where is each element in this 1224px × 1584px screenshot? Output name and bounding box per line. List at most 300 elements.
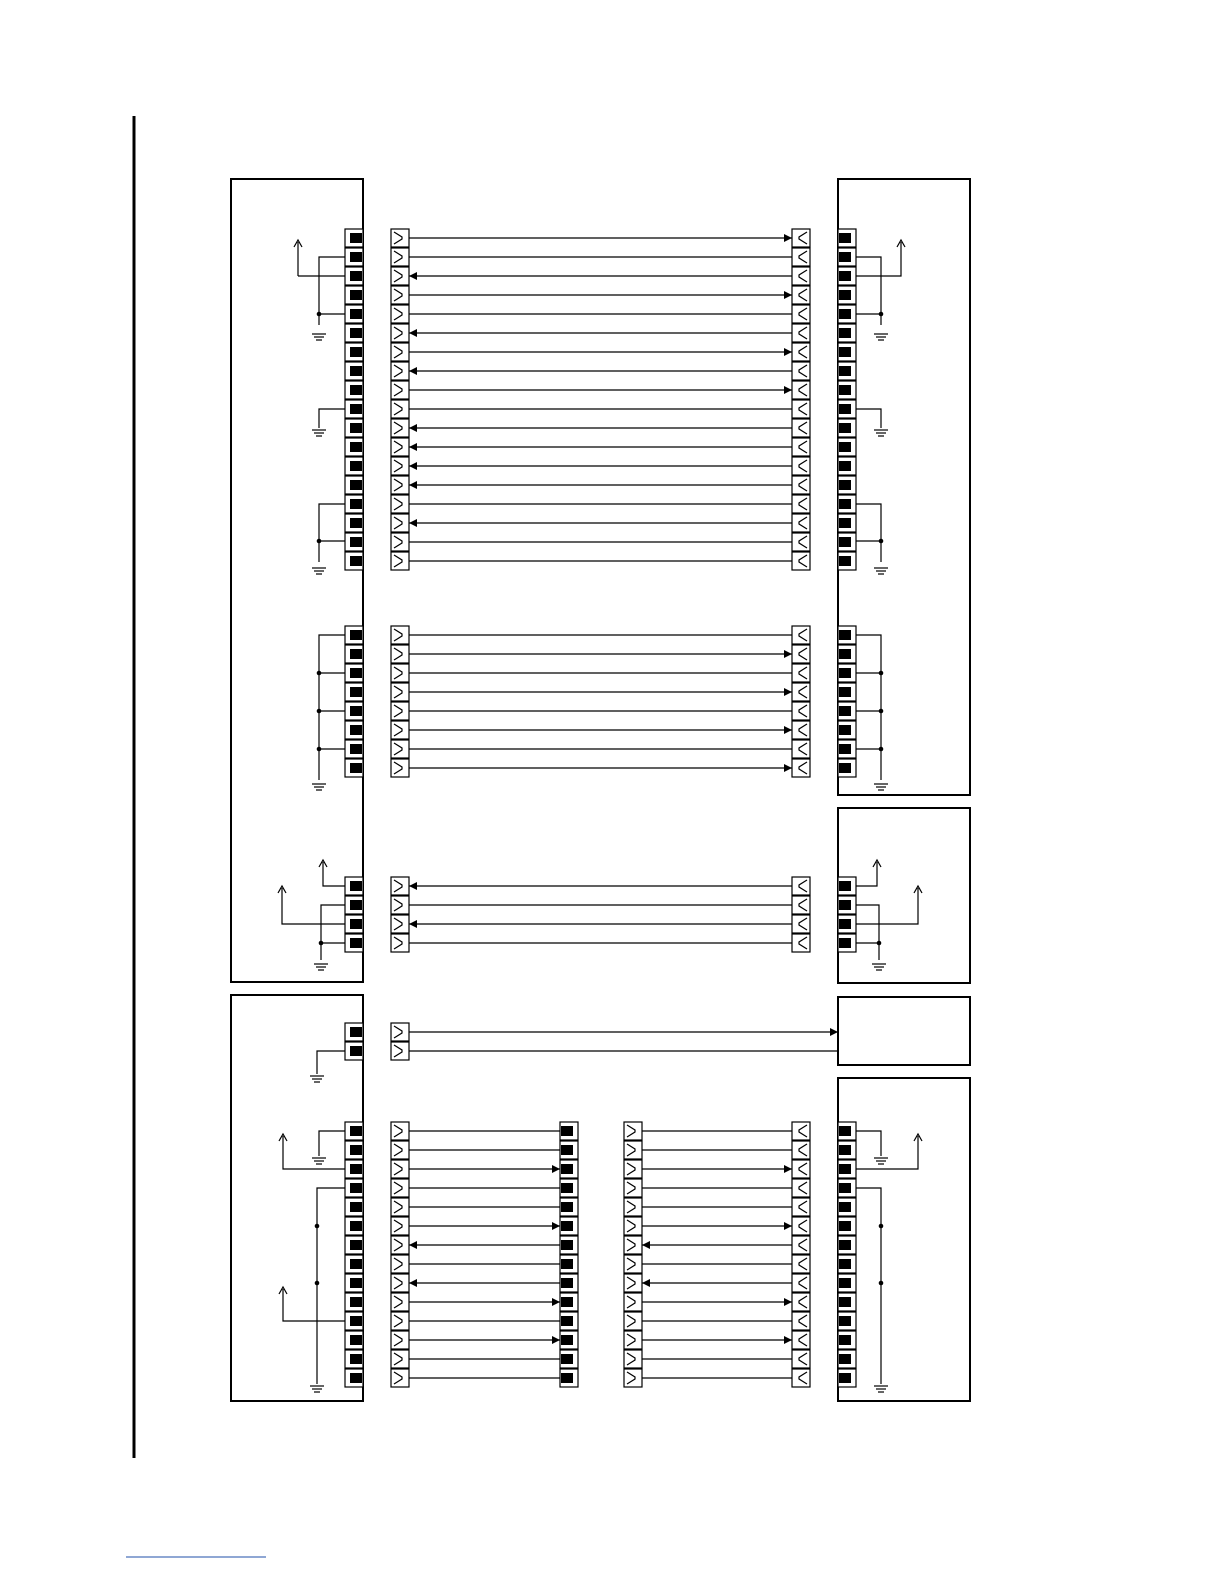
local-wire [317,1188,345,1384]
socket-cell [391,1312,409,1330]
arrow-right-icon [784,348,792,356]
socket-cell [792,1293,810,1311]
solid-pin-terminal [561,1240,573,1250]
socket-cell [391,552,409,570]
ground-icon [314,964,328,970]
solid-pin-terminal [839,1278,851,1288]
socket-cell [792,645,810,663]
solid-pin-terminal [839,271,851,281]
socket-cell [624,1350,642,1368]
socket-cell [792,1312,810,1330]
solid-pin-terminal [839,1221,851,1231]
arrow-left-icon [409,272,417,280]
solid-pin-terminal [839,1297,851,1307]
solid-pin-terminal [350,233,362,243]
solid-pin-terminal [350,271,362,281]
solid-pin-terminal [839,1335,851,1345]
socket-cell [391,683,409,701]
solid-pin-terminal [839,630,851,640]
solid-pin-terminal [839,706,851,716]
solid-pin-terminal [561,1373,573,1383]
socket-cell [391,1331,409,1349]
solid-pin-terminal [839,1145,851,1155]
solid-pin-terminal [350,1316,362,1326]
socket-cell [391,1369,409,1387]
arrow-left-icon [409,920,417,928]
group-2-left-pins [345,626,363,777]
socket-cell [792,1198,810,1216]
socket-cell [792,476,810,494]
socket-cell [391,759,409,777]
ground-icon [874,334,888,340]
solid-pin-terminal [350,687,362,697]
group-3-left-sockets [391,877,409,952]
solid-pin-terminal [839,518,851,528]
arrow-left-icon [409,481,417,489]
socket-cell [391,533,409,551]
arrow-left-icon [642,1241,650,1249]
junction-dot [315,1281,320,1286]
solid-pin-terminal [350,499,362,509]
solid-pin-terminal [839,725,851,735]
socket-cell [391,896,409,914]
socket-cell [391,934,409,952]
solid-pin-terminal [839,900,851,910]
group-2-right-pins [838,626,856,777]
socket-cell [391,419,409,437]
solid-pin-terminal [839,1373,851,1383]
local-wire [282,888,345,924]
socket-cell [792,305,810,323]
socket-cell [624,1179,642,1197]
socket-cell [391,1141,409,1159]
arrow-right-icon [784,1165,792,1173]
socket-cell [792,533,810,551]
arrow-right-icon [784,234,792,242]
arrow-left-icon [409,1279,417,1287]
socket-cell [391,248,409,266]
solid-pin-terminal [350,518,362,528]
solid-pin-terminal [839,404,851,414]
solid-pin-terminal [350,347,362,357]
socket-cell [792,759,810,777]
solid-pin-terminal [350,480,362,490]
solid-pin-terminal [350,1164,362,1174]
solid-pin-terminal [839,347,851,357]
ground-icon [874,568,888,574]
arrow-right-icon [784,764,792,772]
solid-pin-terminal [839,1316,851,1326]
arrow-left-icon [409,462,417,470]
local-wire [319,257,345,325]
solid-pin-terminal [350,763,362,773]
solid-pin-terminal [350,725,362,735]
socket-cell [792,419,810,437]
solid-pin-terminal [839,290,851,300]
solid-pin-terminal [839,1240,851,1250]
socket-cell [624,1255,642,1273]
socket-cell [391,324,409,342]
solid-pin-terminal [350,1240,362,1250]
ground-icon [874,1386,888,1392]
left-module-b [231,995,363,1401]
solid-pin-terminal [350,1297,362,1307]
socket-cell [792,1141,810,1159]
socket-cell [391,1179,409,1197]
solid-pin-terminal [839,1164,851,1174]
solid-pin-terminal [350,744,362,754]
arrow-left-icon [409,519,417,527]
socket-cell [391,457,409,475]
local-wire [856,1131,881,1156]
socket-cell [391,400,409,418]
solid-pin-terminal [350,1145,362,1155]
socket-cell [624,1141,642,1159]
solid-pin-terminal [350,556,362,566]
socket-cell [792,1160,810,1178]
solid-pin-terminal [839,537,851,547]
socket-cell [792,286,810,304]
socket-cell [391,286,409,304]
solid-pin-terminal [839,461,851,471]
group-5-mid-sockets [624,1122,642,1387]
solid-pin-terminal [839,1183,851,1193]
arrow-right-icon [784,688,792,696]
solid-pin-terminal [350,1027,362,1037]
solid-pin-terminal [561,1164,573,1174]
local-wire [319,409,345,428]
ground-icon [872,964,886,970]
ground-icon [312,334,326,340]
local-wire [856,1136,918,1169]
solid-pin-terminal [839,1202,851,1212]
socket-cell [391,362,409,380]
local-wire [856,242,901,276]
socket-cell [792,457,810,475]
socket-cell [391,229,409,247]
group-5-mid-pins [560,1122,578,1387]
arrow-right-icon [784,1298,792,1306]
socket-cell [391,267,409,285]
arrow-right-icon [784,291,792,299]
group-3-right-sockets [792,877,810,952]
ground-icon [312,784,326,790]
right-module-b [838,808,970,983]
solid-pin-terminal [350,423,362,433]
right-module-d [838,1078,970,1401]
socket-cell [391,343,409,361]
module-blocks [231,179,970,1401]
solid-pin-terminal [561,1183,573,1193]
solid-pin-terminal [839,442,851,452]
solid-pin-terminal [839,309,851,319]
ground-icon [874,1158,888,1164]
solid-pin-terminal [561,1316,573,1326]
socket-cell [792,664,810,682]
socket-cell [391,721,409,739]
solid-pin-terminal [839,763,851,773]
solid-pin-terminal [350,290,362,300]
solid-pin-terminal [350,1278,362,1288]
socket-cell [792,1255,810,1273]
socket-cell [624,1274,642,1292]
solid-pin-terminal [561,1297,573,1307]
local-wire [856,257,881,325]
arrow-right-icon [784,1222,792,1230]
local-wire [321,905,345,960]
solid-pin-terminal [350,900,362,910]
solid-pin-terminal [350,706,362,716]
solid-pin-terminal [561,1126,573,1136]
ground-icon [874,430,888,436]
arrow-right-icon [830,1028,838,1036]
socket-cell [391,702,409,720]
socket-cell [624,1198,642,1216]
solid-pin-terminal [350,328,362,338]
local-wire [283,1289,345,1321]
solid-pin-terminal [350,1373,362,1383]
solid-pin-terminal [839,1354,851,1364]
solid-pin-terminal [350,1126,362,1136]
arrow-left-icon [409,424,417,432]
socket-cell [792,740,810,758]
solid-pin-terminal [839,1259,851,1269]
solid-pin-terminal [839,649,851,659]
socket-cell [792,934,810,952]
solid-pin-terminal [350,252,362,262]
ground-icon [310,1386,324,1392]
right-module-c [838,997,970,1065]
socket-cell [792,343,810,361]
socket-cell [792,248,810,266]
group-3-right-pins [838,877,856,952]
socket-cell [792,362,810,380]
socket-cell [624,1217,642,1235]
solid-pin-terminal [561,1335,573,1345]
group-2-left-sockets [391,626,409,777]
solid-pin-terminal [350,442,362,452]
socket-cell [792,1236,810,1254]
socket-cell [391,476,409,494]
solid-pin-terminal [561,1202,573,1212]
arrow-right-icon [784,650,792,658]
solid-pin-terminal [839,252,851,262]
socket-cell [624,1369,642,1387]
socket-cell [624,1122,642,1140]
ground-icon [312,568,326,574]
socket-cell [792,896,810,914]
arrow-right-icon [552,1336,560,1344]
socket-cell [391,514,409,532]
socket-cell [624,1293,642,1311]
socket-cell [792,438,810,456]
arrow-right-icon [784,726,792,734]
arrow-right-icon [552,1298,560,1306]
socket-cell [391,645,409,663]
solid-pin-terminal [350,385,362,395]
solid-pin-terminal [350,938,362,948]
arrow-left-icon [409,443,417,451]
solid-pin-terminal [839,668,851,678]
solid-pin-terminal [350,366,362,376]
socket-cell [792,552,810,570]
solid-pin-terminal [350,404,362,414]
local-wire [283,1136,345,1169]
socket-cell [391,1274,409,1292]
socket-cell [391,740,409,758]
socket-cell [391,1160,409,1178]
socket-cell [792,495,810,513]
local-wire [319,635,345,780]
arrow-left-icon [409,367,417,375]
junction-dot [315,1224,320,1229]
socket-cell [792,400,810,418]
socket-cell [792,324,810,342]
socket-cell [792,1179,810,1197]
ground-icon [310,1076,324,1082]
solid-pin-terminal [839,687,851,697]
arrow-left-icon [409,329,417,337]
right-module-a [838,179,970,795]
arrow-left-icon [409,1241,417,1249]
solid-pin-terminal [839,881,851,891]
connectors [345,229,856,1387]
solid-pin-terminal [839,499,851,509]
socket-cell [391,1023,409,1041]
solid-pin-terminal [839,556,851,566]
local-wiring [278,240,922,1392]
socket-cell [391,664,409,682]
socket-cell [391,626,409,644]
socket-cell [391,1255,409,1273]
group-1-left-sockets [391,229,409,570]
socket-cell [792,1369,810,1387]
solid-pin-terminal [839,366,851,376]
arrow-right-icon [552,1222,560,1230]
group-1-right-sockets [792,229,810,570]
socket-cell [391,1217,409,1235]
group-4-left-sockets [391,1023,409,1060]
socket-cell [792,229,810,247]
junction-dot [879,1281,884,1286]
socket-cell [792,915,810,933]
solid-pin-terminal [350,630,362,640]
solid-pin-terminal [839,328,851,338]
group-4-left-pins [345,1023,363,1060]
socket-cell [391,381,409,399]
socket-cell [792,1331,810,1349]
solid-pin-terminal [839,1126,851,1136]
solid-pin-terminal [839,919,851,929]
socket-cell [624,1236,642,1254]
socket-cell [792,1217,810,1235]
arrow-right-icon [784,1336,792,1344]
socket-cell [391,495,409,513]
socket-cell [792,626,810,644]
solid-pin-terminal [839,423,851,433]
socket-cell [391,305,409,323]
solid-pin-terminal [561,1278,573,1288]
group-5-left-sockets [391,1122,409,1387]
group-3-left-pins [345,877,363,952]
group-1-left-pins [345,229,363,570]
socket-cell [792,721,810,739]
socket-cell [391,877,409,895]
solid-pin-terminal [350,1221,362,1231]
left-module-a [231,179,363,982]
solid-pin-terminal [350,1354,362,1364]
solid-pin-terminal [350,1335,362,1345]
local-wire [317,1051,345,1074]
solid-pin-terminal [350,461,362,471]
solid-pin-terminal [839,480,851,490]
ground-icon [312,430,326,436]
socket-cell [792,683,810,701]
solid-pin-terminal [350,649,362,659]
local-wire [856,905,879,960]
local-wire [856,409,881,428]
solid-pin-terminal [350,309,362,319]
solid-pin-terminal [350,1259,362,1269]
solid-pin-terminal [350,1183,362,1193]
arrow-left-icon [409,882,417,890]
group-5-right-pins [838,1122,856,1387]
arrow-right-icon [552,1165,560,1173]
socket-cell [391,1198,409,1216]
solid-pin-terminal [350,668,362,678]
local-wire [856,1188,881,1384]
solid-pin-terminal [350,881,362,891]
socket-cell [391,438,409,456]
socket-cell [792,381,810,399]
group-1-right-pins [838,229,856,570]
socket-cell [391,915,409,933]
socket-cell [391,1236,409,1254]
local-wire [319,1131,345,1156]
junction-dot [879,1224,884,1229]
socket-cell [792,1122,810,1140]
solid-pin-terminal [839,744,851,754]
socket-cell [792,514,810,532]
solid-pin-terminal [350,1202,362,1212]
solid-pin-terminal [561,1354,573,1364]
arrow-right-icon [784,386,792,394]
solid-pin-terminal [350,1046,362,1056]
solid-pin-terminal [350,537,362,547]
solid-pin-terminal [839,233,851,243]
group-5-right-sockets [792,1122,810,1387]
socket-cell [624,1331,642,1349]
socket-cell [391,1293,409,1311]
socket-cell [792,877,810,895]
socket-cell [391,1042,409,1060]
solid-pin-terminal [561,1221,573,1231]
local-wire [856,504,881,562]
socket-cell [624,1160,642,1178]
group-5-left-pins [345,1122,363,1387]
socket-cell [792,1350,810,1368]
ground-icon [312,1158,326,1164]
local-wire [856,635,881,780]
solid-pin-terminal [561,1145,573,1155]
solid-pin-terminal [839,938,851,948]
socket-cell [391,1350,409,1368]
socket-cell [391,1122,409,1140]
socket-cell [792,267,810,285]
solid-pin-terminal [350,919,362,929]
socket-cell [792,1274,810,1292]
solid-pin-terminal [561,1259,573,1269]
